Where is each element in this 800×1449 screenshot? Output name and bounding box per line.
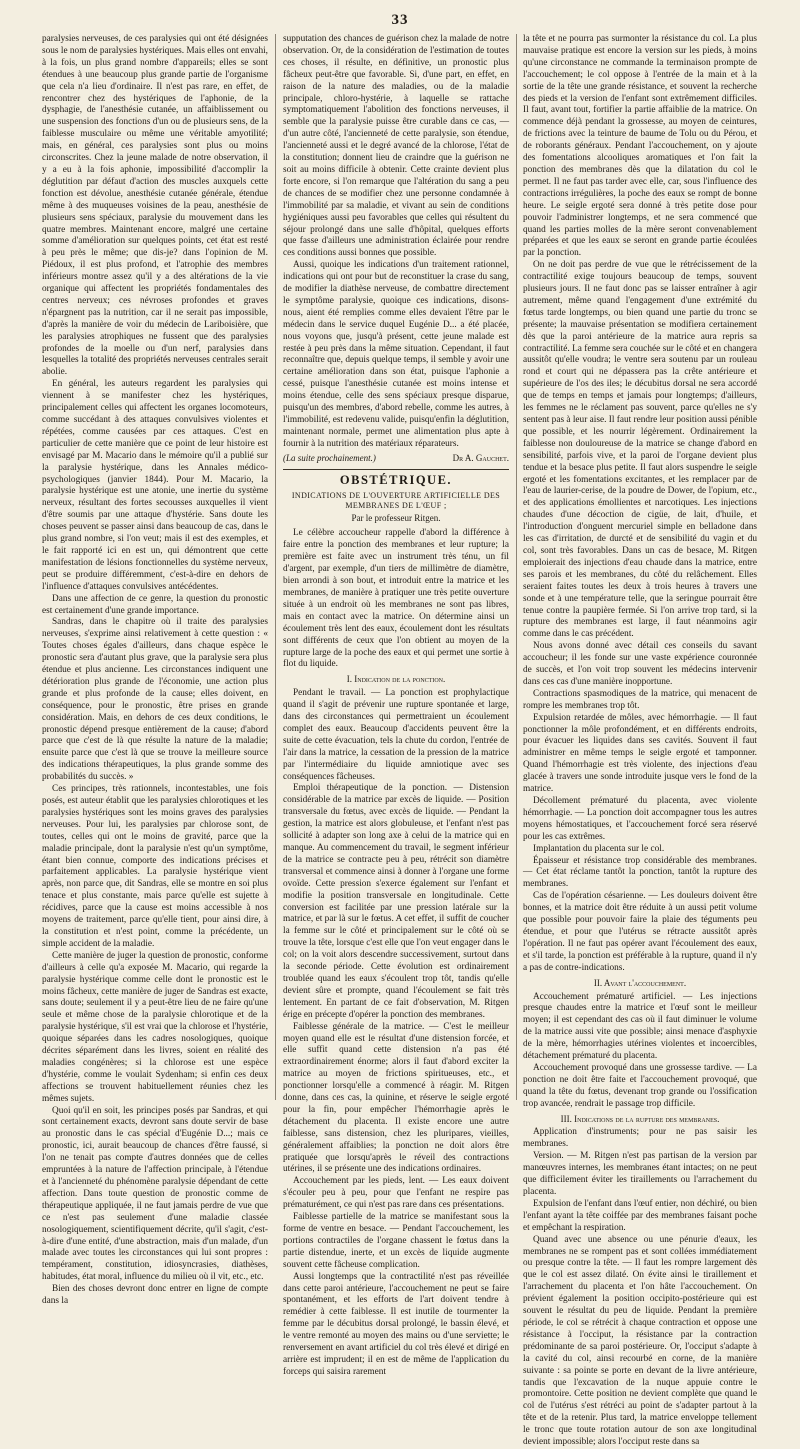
- paragraph: Pendant le travail. — La ponction est prophylactique quand il s'agit de prévenir une rupture spontanée et large, dans des circonstances qui permettraient un écoulement complet des eaux. Beaucoup d'accidents peuvent être la suite de cette évacuation, tels la chute du cordon, l'entrée de l'air dans la matrice, la cessation de la pression de la matrice par l'intermédiaire du liquide amniotique avec ses conséquences fâcheuses.: [283, 688, 509, 782]
- article-byline: Par le professeur Ritgen.: [351, 512, 441, 523]
- paragraph: Bien des choses devront donc entrer en ligne de compte dans la: [42, 1284, 268, 1307]
- paragraph: Cas de l'opération césarienne. — Les douleurs doivent être bonnes, et la matrice doit être réduite à un aussi petit volume que possible pour pouvoir faire la plaie des téguments peu étendue, et pour que l'utérus se rétracte aussitôt après l'opération. Il ne faut pas opérer avant l'écoulement des eaux, et s'il tarde, la ponction est préférable à la rupture, quand il n'y a pas de contre-indications.: [523, 891, 757, 973]
- column-3: [523, 34, 757, 1448]
- paragraph: paralysies nerveuses, de ces paralysies qui ont été désignées sous le nom de paralysies hystériques. Mais elles ont envahi, à la fois, un plus grand nombre d'appareils; elles se sont étendues à une beaucoup plus grande partie de l'organisme que cela n'a lieu d'ordinaire. Il n'est pas rare, en effet, de rencontrer chez des hystériques de l'aphonie, de la dysphagie, de l'anesthésie cutanée, un affaiblissement ou une suspension des fonctions d'un ou de plusieurs sens, de la faiblesse musculaire ou même une véritable amyotilité; mais, en général, ces paralysies sont plus ou moins circonscrites. Chez la jeune malade de notre observation, il y a eu à la fois aphonie, impossibilité d'accomplir la déglutition par défaut d'action des muscles auxquels cette fonction est dévolue, anesthésie cutanée générale, étendue même à des muqueuses voisines de la peau, anesthésie de plusieurs sens spéciaux, paralysie du mouvement dans les quatre membres. Maintenant encore, malgré une certaine somme d'amélioration sur quelques points, cet état est resté à peu près le même; que dis-je? dans l'opinion de M. Piédoux, il est plus profond, et l'atrophie des membres inférieurs montre assez qu'il y a des altérations de la vie organique qui affectent les propriétés fondamentales des centres nerveux; ces névroses profondes et graves n'épargnent pas la nutrition, car il ne serait pas impossible, d'après la manière de voir du médecin de Lariboisière, que les paralysies atrophiques ne fussent que des paralysies profondes de la moelle ou d'un nerf, paralysies dans lesquelles la totalité des propriétés nerveuses centrales serait abolie.: [42, 34, 268, 378]
- paragraph: Quoi qu'il en soit, les principes posés par Sandras, et qui sont certainement exacts, devront sans doute servir de base au pronostic dans le cas spécial d'Eugénie D...; mais ce pronostic, ici, aurait beaucoup de chances d'être faussé, si l'on ne tenait pas compte d'autres données que de celles empruntées à la nature de l'affection principale, à l'étendue et à l'ancienneté du phénomène paralysie dépendant de cette affection. Dans toute question de pronostic comme de thérapeutique appliquée, il ne faut jamais perdre de vue que ce n'est pas seulement d'une maladie classée nosologiquement, scientifiquement décrite, qu'il s'agit, c'est-à-dire d'une entité, d'une abstraction, mais d'un malade, d'un malade avec toutes les circonstances qui lui sont propres : tempérament, constitution, idiosyncrasies, diathèses, habitudes, état moral, influence du milieu où il vit, etc., etc.: [42, 1105, 268, 1283]
- paragraph: Expulsion retardée de môles, avec hémorrhagie. — Il faut ponctionner la môle profondément, et en différents endroits, pour évacuer les liquides dans ses cavités. Souvent il faut administrer en même temps le seigle ergoté et tamponner. Quand l'hémorrhagie est très violente, des injections d'eau glacée à travers une sonde introduite jusque vers le fond de la matrice.: [523, 712, 757, 795]
- column-2: [283, 34, 509, 1377]
- column-1: [42, 34, 268, 1307]
- paragraph: Accouchement par les pieds, lent. — Les eaux doivent s'écouler peu à peu, pour que l'enfant ne respire pas prématurément, ce qui n'est pas rare dans ces présentations.: [283, 1176, 509, 1211]
- paragraph: Ces principes, très rationnels, incontestables, une fois posés, est auteur établit que les paralysies chlorotiques et les paralysies hystériques sont les moins graves des paralysies nerveuses. Pour lui, les paralysies par chlorose sont, de toutes, celles qui ont le moins de gravité, parce que la maladie principale, dont la paralysie n'est qu'un symptôme, étant bien connue, comporte des indications précises et parfaitement applicables. La paralysie hystérique vient après, non parce que, dit Sandras, elle se montre en soi plus tenace et plus constante, mais parce qu'elle est sujette à récidives, parce que la cause est moins accessible à nos moyens de traitement, parce qu'elle tient, pour ainsi dire, à la constitution et n'est point, comme la précédente, un simple accident de la maladie.: [42, 784, 268, 949]
- section-divider: [283, 469, 509, 470]
- paragraph: Accouchement prématuré artificiel. — Les injections presque chaudes entre la matrice et l'œuf sont le meilleur moyen; il est cependant des cas où il faut diminuer le volume de la matrice aussi vite que possible; ainsi menace d'asphyxie de la mère, hémorrhagies utérines violentes et incoercibles, détachement prématuré du placenta.: [523, 991, 757, 1062]
- paragraph: Décollement prématuré du placenta, avec violente hémorrhagie. — La ponction doit accompagner tous les autres moyens hémostatiques, et l'accouchement forcé sera réservé pour les cas extrêmes.: [523, 796, 757, 842]
- paragraph: supputation des chances de guérison chez la malade de notre observation. Or, de la considération de l'estimation de toutes ces choses, il résulte, en définitive, un pronostic plus fâcheux peut-être que favorable. Si, d'une part, en effet, en raison de la nature des maladies, ou de la maladie principale, chloro-hystérie, à laquelle se rattache symptomatiquement l'abolition des fonctions nerveuses, il semble que la paralysie puisse être curable dans ce cas, — d'un autre côté, l'ancienneté de cette paralysie, son étendue, l'ancienneté aussi et le degré avancé de la chlorose, l'état de la constitution; donnent lieu de craindre que la guérison ne soit au moins difficile à obtenir. Cette crainte devient plus forte encore, si l'on remarque que l'altération du sang a peu de chances de se modifier chez une personne condamnée à l'immobilité par sa maladie, et vivant au sein de conditions hygiéniques aussi peu favorables que celles qui résultent du séjour prolongé dans une salle d'hôpital, quelques efforts que fasse d'ailleurs une administration éclairée pour rendre ces conditions aussi bonnes que possible.: [283, 34, 509, 259]
- paragraph: Cette manière de juger la question de pronostic, conforme d'ailleurs à celle qu'a exposée M. Macario, qui regarde la paralysie hystérique comme celle dont le pronostic est le moins fâcheux, cette manière de juger de Sandras est exacte, sans doute; seulement il y a peut-être lieu de ne faire qu'une seule et même chose de la paralysie chlorotique et de la paralysie hystérique, s'il est vrai que la chlorose et l'hystérie, quoique séparées dans les cadres nosologiques, quoique décrites séparément dans les livres, soient en réalité des maladies congénères; si la chlorose est une espèce d'hystérie, comme le voulait Sydenham; si enfin ces deux affections se trouvent habituellement réunies chez les mêmes sujets.: [42, 950, 268, 1104]
- paragraph: Faiblesse partielle de la matrice se manifestant sous la forme de ventre en besace. — Pendant l'accouchement, les portions contractiles de l'organe chassent le fœtus dans la partie distendue, inerte, et un excès de liquide augmente souvent cette fâcheuse complication.: [283, 1212, 509, 1270]
- column-rule-2: [516, 34, 517, 1100]
- paragraph: Nous avons donné avec détail ces conseils du savant accoucheur; il les fonde sur une vaste expérience couronnée de succès, et l'on voit trop souvent les médecins intervenir dans ces cas d'une manière inopportune.: [523, 641, 757, 687]
- page-number: 33: [391, 12, 409, 28]
- paragraph: Le célèbre accoucheur rappelle d'abord la différence à faire entre la ponction des membranes et leur rupture; la première est faite avec un instrument très ténu, un fil d'argent, par exemple, d'un tiers de millimètre de diamètre, bien arrondi à son bout, et introduit entre la matrice et les membranes, de manière à pratiquer une très petite ouverture située à un endroit où les membranes ne sont pas libres, mais en contact avec la matrice. On détermine ainsi un écoulement très lent des eaux, écoulement dont les résultats sont différents de ceux que l'on obtient au moyen de la rupture large de la poche des eaux et qui permet une sortie à flot du liquide.: [283, 528, 509, 670]
- paragraph: On ne doit pas perdre de vue que le rétrécissement de la contractilité exige toujours beaucoup de temps, souvent plusieurs jours. Il ne faut donc pas se laisser entraîner à agir autrement, même quand l'engagement d'une extrémité du fœtus tarde longtemps, ou bien quand une partie du tronc se présente; la mauvaise présentation se modifiera certainement dès que la paroi antérieure de la matrice aura repris sa contractilité. La femme sera couchée sur le côté et en changera aussitôt qu'elle voudra; le ventre sera soutenu par un rouleau rond et court qui ne dépassera pas la crête antérieure et supérieure de l'os des iles; le décubitus dorsal ne sera accordé que de temps en temps et jamais pour longtemps; d'ailleurs, les femmes ne le réclament pas souvent, parce qu'elles ne s'y sentent pas à leur aise. Il faut rendre leur position aussi pénible que possible, et les nourrir légèrement. Ordinairement la faiblesse non douloureuse de la matrice se change d'abord en sensibilité, parfois vive, et la paroi de l'organe devient plus tendue et la besace plus petite. Il faut alors suspendre le seigle ergoté et les fomentations excitantes, et les remplacer par de l'eau de laurier-cerise, de la poudre de Dower, de l'opium, etc., et des applications émollientes et narcotiques. Les injections chaudes d'une décoction de cigüe, de lait, d'huile, et l'introduction d'onguent mercuriel simple en belladone dans les cas d'irritation, de durcté et de sensibilité du vagin et du col, sont très favorables. Dans un cas de besace, M. Ritgen emploierait des injections d'eau chaude dans la matrice, entre ses parois et les membranes, du côté du relâchement. Elles seraient faites toutes les deux à trois heures à travers une sonde et à une température telle, que la seringue pourrait être tenue contre la paupière fermée. Si l'on arrive trop tard, si la rupture des membranes est large, il faut néanmoins agir comme dans le cas précédent.: [523, 260, 757, 640]
- continued-note: (La suite prochainement.): [283, 452, 376, 463]
- paragraph: En général, les auteurs regardent les paralysies qui viennent à se manifester chez les hystériques, principalement celles qui affectent les organes locomoteurs, comme succédant à des attaques convulsives violentes et répétées, comme causées par ces attaques. C'est en particulier de cette manière que ce point de leur histoire est envisagé par M. Macario dans le mémoire qu'il a publié sur la paralysie hystérique, dans les Annales médico-psychologiques (janvier 1844). Pour M. Macario, la paralysie hystérique est une atonie, une inertie du système nerveux, résultant des fortes secousses auxquelles il vient d'être soumis par une attaque d'hystérie. Sans doute les choses peuvent se passer ainsi dans beaucoup de cas, dans le plus grand nombre, si l'on veut; mais il est des exemples, et le fait rapporté ici en est un, qui démontrent que cette manifestation de lésions fonctionnelles du système nerveux, peut se produire différemment, c'est-à-dire en dehors de l'influence d'attaques convulsives antécédentes.: [42, 379, 268, 592]
- paragraph: Implantation du placenta sur le col.: [533, 843, 665, 854]
- article-signoff: [283, 453, 509, 465]
- paragraph: Sandras, dans le chapitre où il traite des paralysies nerveuses, s'exprime ainsi relativement à cette question : « Toutes choses égales d'ailleurs, dans chaque espèce le pronostic sera d'autant plus grave, que la paralysie sera plus étendue et plus ancienne. Les circonstances indiquent une détérioration plus grande de l'économie, une action plus grande et plus profonde de la cause; elles doivent, en conséquence, pour le pronostic, être prises en grande considération. Mais, en dehors de ces deux conditions, le pronostic dépend presque entièrement de la cause; d'abord parce que c'est de là que résulte la nature de la maladie; ensuite parce que c'est là que se trouve la meilleure source des indications thérapeutiques, la plus grande somme des probabilités du succès. »: [42, 617, 268, 783]
- paragraph: la tête et ne pourra pas surmonter la résistance du col. La plus mauvaise pratique est encore la version sur les pieds, à moins qu'une circonstance ne commande la terminaison prompte de l'accouchement; le col oppose à l'entrée de la main et à la sortie de la tête une grande résistance, et souvent la recherche des pieds et la version de l'enfant sont extrêmement difficiles. Il faut, avant tout, fortifier la partie affaiblie de la matrice. On commence déjà pendant la grossesse, au moyen de ceintures, de frictions avec la teinture de baume de Tolu ou du Pérou, et de roborants généraux. Pendant l'accouchement, on y ajoute des fomentations alcooliques aromatiques et l'on fait la ponction des membranes dès que la dilatation du col le permet. Il ne faut pas tarder avec elle, car, sous l'influence des contractions irrégulières, la poche des eaux se rompt de bonne heure. Le seigle ergoté sera donné à très petite dose pour pouvoir l'administrer longtemps, et ne sera commencé que quand les parties molles de la mère seront convenablement préparées et que les eaux se seront en grande partie écoulées par la ponction.: [523, 34, 757, 259]
- subsection-heading: II. Avant l'accouchement.: [593, 977, 687, 988]
- paragraph: Quand avec une absence ou une pénurie d'eaux, les membranes ne se rompent pas et sont collées immédiatement ou presque contre la tête. — Il faut les rompre largement dès que le col est assez dilaté. On évite ainsi le tiraillement et l'arrachement du placenta et l'on hâte l'accouchement. On prévient également la position occipito-postérieure qui est souvent le résultat du peu de liquide. Pendant la première période, le col se rétrécit à chaque contraction et oppose une résistance à l'occiput, la résistance par la contraction prédominante de sa paroi postérieure. Or, l'occiput s'adapte à la cavité du col, ainsi recourbé en corne, de la manière suivante : sa pointe se porte en devant de la livre antérieure, tandis que l'excavation de la nuque appuie contre le promontoire. Cette position ne devient complète que quand le col de l'utérus s'est rétréci au point de s'adapter partout à la tête et de la retenir. Plus tard, la matrice enveloppe tellement le tronc que toute rotation autour de son axe longitudinal devient impossible; alors l'occiput reste dans sa: [523, 1234, 757, 1448]
- author-name: Dr A. Gauchet.: [452, 452, 509, 463]
- paragraph: Aussi, quoique les indications d'un traitement rationnel, indications qui ont pour but de reconstituer la crase du sang, de modifier la diathèse nerveuse, de combattre directement le symptôme paralysie, quoique ces indications, disons-nous, aient été remplies comme elles devaient l'être par le médecin dans le service duquel Eugénie D... a été placée, nous voyons que, jusqu'à présent, cette jeune malade est restée à peu près dans la même situation. Cependant, il faut reconnaître que, depuis quelque temps, il semble y avoir une certaine amélioration dans son état, puisque l'aphonie a cessé, puisque l'anesthésie cutanée est moins intense et moins étendue, celle des sens spéciaux presque disparue, puisqu'un des membres, d'abord rebelle, comme les autres, à l'immobilité, est redevenu valide, puisqu'enfin la déglutition, maintenant normale, permet une alimentation plus apte à fournir à la nutrition des matériaux réparateurs.: [283, 260, 509, 449]
- paragraph: Application d'instruments; pour ne pas saisir les membranes.: [523, 1127, 757, 1150]
- section-title: OBSTÉTRIQUE.: [339, 472, 453, 487]
- paragraph: Emploi thérapeutique de la ponction. — Distension considérable de la matrice par excès de liquide. — Position transversale du fœtus, avec excès de liquide. — Pendant la gestion, la matrice est alors globuleuse, et l'enfant n'est pas sollicité à adapter son long axe à celui de la matrice qui en manque. Au commencement du travail, le segment inférieur de la matrice se contracte peu à peu, rétrécit son diamètre transversal et commence ainsi à donner à l'organe une forme ovoïde. Cette pression s'exerce également sur l'enfant et modifie la position transversale en longitudinale. Cette conversion est facilitée par une pression latérale sur la matrice, et par là sur le fœtus. A cet effet, il suffit de coucher la femme sur le côté et principalement sur le côté où se trouve la tête, lorsque c'est elle que l'on veut engager dans le col; on la voit alors descendre successivement, surtout dans la seconde période. Cette évolution est ordinairement troublée quand les eaux s'écoulent trop tôt, tandis qu'elle devient sûre et prompte, quand l'écoulement se fait très lentement. En partant de ce fait d'observation, M. Ritgen érige en précepte d'opérer la ponction des membranes.: [283, 783, 509, 1020]
- paragraph: Expulsion de l'enfant dans l'œuf entier, non déchiré, ou bien l'enfant ayant la tête coiffée par des membranes faisant poche et empêchant la respiration.: [523, 1198, 757, 1233]
- paragraph: Faiblesse générale de la matrice. — C'est le meilleur moyen quand elle est le résultat d'une distension forcée, et elle suffit quand cette distension n'a pas été extraordinairement énorme; alors il faut d'abord exciter la matrice au moyen de frictions spiritueuses, etc., et ponctionner lorsqu'elle a commencé à réagir. M. Ritgen donne, dans ces cas, la quinine, et réserve le seigle ergoté pour la fin, pour empêcher l'hémorrhagie après le détachement du placenta. Il existe encore une autre faiblesse, sans distension, chez les pluripares, vieilles, généralement affaiblies; la ponction ne doit alors être pratiquée que lorsqu'après le réveil des contractions utérines, il se présente une des indications ordinaires.: [283, 1021, 509, 1175]
- column-rule-1: [275, 34, 276, 1100]
- subsection-heading: III. Indications de la rupture des membranes.: [560, 1113, 720, 1124]
- paragraph: Accouchement provoqué dans une grossesse tardive. — La ponction ne doit être faite et l'accouchement provoqué, que quand la tête du fœtus, devenant trop grande ou l'ossification trop avancée, rendrait le passage trop difficile.: [523, 1062, 757, 1109]
- paragraph: Épaisseur et résistance trop considérable des membranes. — Cet état réclame tantôt la ponction, tantôt la rupture des membranes.: [523, 855, 757, 890]
- paragraph: Version. — M. Ritgen n'est pas partisan de la version par manœuvres internes, les membranes étant intactes; on ne peut que difficilement éviter les tiraillements ou l'arrachement du placenta.: [523, 1151, 757, 1197]
- paragraph: Aussi longtemps que la contractilité n'est pas réveillée dans cette paroi antérieure, l'accouchement ne peut se faire spontanément, et les efforts de l'art doivent tendre à remédier à cette faiblesse. Il est inutile de tourmenter la femme par le décubitus dorsal prolongé, le bassin élevé, et le ventre remonté au moyen des mains ou d'une serviette; le renversement en avant artificiel du col très élevé et dirigé en arrière est imprudent; il en est de même de l'application du forceps qui saisira rarement: [283, 1271, 509, 1377]
- subsection-heading: I. Indication de la ponction.: [346, 674, 446, 685]
- article-title: INDICATIONS DE L'OUVERTURE ARTIFICIELLE DES MEMBRANES DE L'ŒUF ;: [291, 490, 501, 510]
- paragraph: Dans une affection de ce genre, la question du pronostic est certainement d'une grande importance.: [42, 593, 268, 616]
- paragraph: Contractions spasmodiques de la matrice, qui menacent de rompre les membranes trop tôt.: [523, 688, 757, 711]
